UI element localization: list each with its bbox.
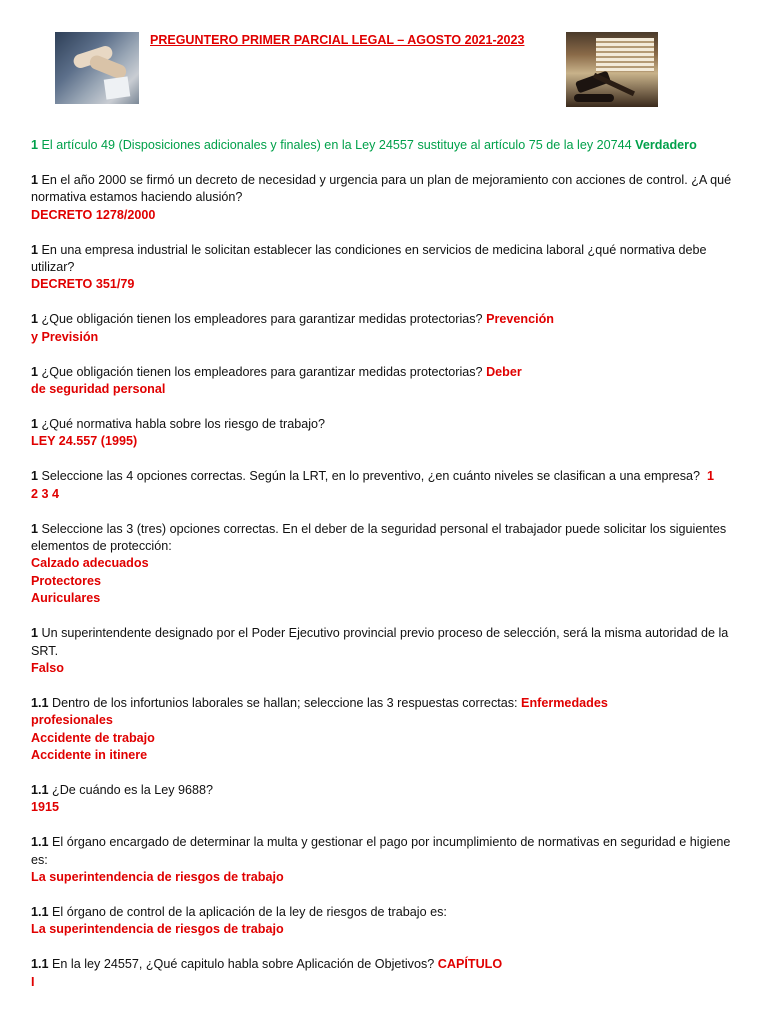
question-item: 1.1 Dentro de los infortunios laborales se hallan; seleccione las 3 respuestas correctas: Enfermedades profesionales Accidente de trabajo Accidente in itinere [31, 695, 741, 765]
question-item: 1 En una empresa industrial le solicitan establecer las condiciones en servicios de medicina laboral ¿qué normativa debe utilizar? DECRETO 351/79 [31, 242, 741, 294]
answer: Auriculares [31, 591, 101, 606]
question-item: 1 Seleccione las 4 opciones correctas. Según la LRT, en lo preventivo, ¿en cuánto niveles se clasifican a una empresa? 1 2 3 4 [31, 468, 741, 503]
answer: LEY 24.557 (1995) [31, 434, 138, 449]
answer: DECRETO 1278/2000 [31, 207, 156, 222]
gavel-books-photo [566, 32, 658, 107]
question-item: 1 ¿Que obligación tienen los empleadores para garantizar medidas protectorias? Deber de seguridad personal [31, 364, 741, 399]
question-item: 1 El artículo 49 (Disposiciones adicionales y finales) en la Ley 24557 sustituye al artículo 75 de la ley 20744 Verdadero [31, 138, 697, 152]
handshake-photo [55, 32, 139, 104]
answer-continued: y Previsión [31, 329, 99, 344]
question-item: 1.1 En la ley 24557, ¿Qué capitulo habla sobre Aplicación de Objetivos? CAPÍTULO I [31, 956, 741, 991]
answer: Prevención [486, 312, 554, 327]
question-item: 1 Un superintendente designado por el Poder Ejecutivo provincial previo proceso de selección, será la misma autoridad de la SRT. Falso [31, 625, 741, 677]
question-item: 1.1 El órgano de control de la aplicación de la ley de riesgos de trabajo es: La superintendencia de riesgos de trabajo [31, 904, 741, 939]
question-item: 1.1 El órgano encargado de determinar la multa y gestionar el pago por incumplimiento de normativas en seguridad e higiene es: La superintendencia de riesgos de trabajo [31, 834, 741, 886]
answer: 1 [707, 469, 715, 484]
answer: Protectores [31, 573, 101, 588]
answer: Calzado adecuados [31, 556, 149, 571]
answer: Falso [31, 660, 64, 675]
question-item: 1 Seleccione las 3 (tres) opciones correctas. En el deber de la seguridad personal el trabajador puede solicitar los siguientes elementos de protección: Calzado adecuados Protectores Auriculares [31, 521, 741, 608]
question-list [31, 137, 741, 1009]
answer: Enfermedades [521, 695, 608, 710]
question-item: 1 ¿Que obligación tienen los empleadores para garantizar medidas protectorias? Prevención y Previsión [31, 311, 741, 346]
answer-continued: profesionales [31, 713, 113, 728]
answer: Deber [486, 364, 522, 379]
answer: Verdadero [635, 138, 697, 152]
answer: La superintendencia de riesgos de trabajo [31, 870, 284, 885]
answer: DECRETO 351/79 [31, 277, 135, 292]
answer: Accidente in itinere [31, 748, 148, 763]
question-item: 1 En el año 2000 se firmó un decreto de necesidad y urgencia para un plan de mejoramiento con acciones de control. ¿A qué normativa estamos haciendo alusión? DECRETO 1278/2000 [31, 172, 741, 224]
question-item: 1.1 ¿De cuándo es la Ley 9688? 1915 [31, 782, 741, 817]
answer-continued: 2 3 4 [31, 486, 60, 501]
answer-continued: de seguridad personal [31, 382, 166, 397]
answer-continued: I [31, 974, 35, 989]
answer: 1915 [31, 800, 60, 815]
answer: Accidente de trabajo [31, 730, 155, 745]
answer: La superintendencia de riesgos de trabajo [31, 922, 284, 937]
answer: CAPÍTULO [437, 957, 503, 972]
question-item: 1 ¿Qué normativa habla sobre los riesgo de trabajo? LEY 24.557 (1995) [31, 416, 741, 451]
document-title: PREGUNTERO PRIMER PARCIAL LEGAL – AGOSTO 2021-2023 [150, 33, 525, 47]
